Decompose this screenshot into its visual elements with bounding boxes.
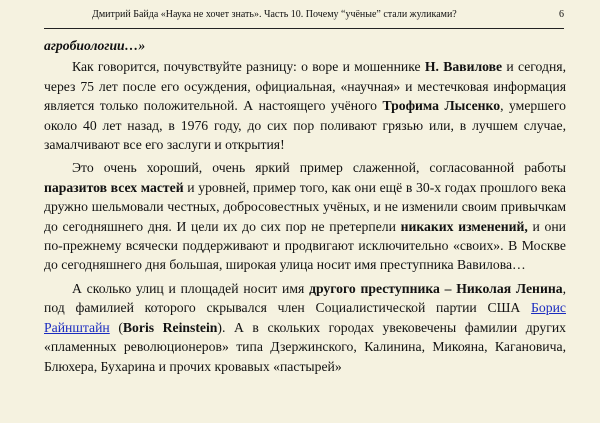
paragraph-3-text-4: ). А в скольких городах увековечены фамилии других «пламенных революционеров» типа Дзержинского, Калинина, Микояна, Кагановича, Блюхера, Бухарина и прочих кровавых «пастырей»	[44, 319, 566, 374]
paragraph-1-text-1: Как говорится, почувствуйте разницу: о воре и мошеннике	[72, 59, 425, 75]
paragraph-2-text-3: и они по-прежнему всячески поддерживают и продвигают исключительно «своих». В Москве до сегодняшнего дня большая, широкая улица носит имя преступника Вавилова…	[44, 218, 566, 273]
paragraph-3-text-1: А сколько улиц и площадей носит имя	[72, 280, 310, 296]
quote-ending: агробиологии…»	[44, 38, 146, 53]
name-lysenko: Трофима Лысенко	[382, 98, 501, 114]
link-boris-reinstein[interactable]: Борис Райнштайн	[44, 300, 566, 335]
emphasis-no-changes: никаких изменений,	[400, 218, 528, 234]
paragraph-1-text-2: и сегодня, через 75 лет после его осуждения, официальная, «научная» и местечковая информация является только положительной. А настоящего учёного	[44, 59, 567, 114]
name-boris-reinstein-latin: Boris Reinstein	[122, 319, 218, 335]
paragraph-3-text-2: , под фамилией которого скрывался член Социалистической партии США	[44, 280, 566, 316]
page-number: 6	[559, 9, 564, 20]
paragraph-3-text-3: (	[109, 319, 123, 335]
paragraph-1	[44, 57, 566, 154]
paragraph-continuation	[44, 36, 566, 55]
page-header	[44, 6, 564, 29]
paragraph-3	[44, 279, 566, 376]
document-body	[44, 36, 566, 380]
paragraph-2-text-2: и уровней, пример того, как они ещё в 30-х годах прошлого века дружно шельмовали честных, добросовестных учёных, и не изменили своим привычкам до сегодняшнего дня. И цели их до сих пор не претерпели	[44, 179, 566, 234]
emphasis-lenin: другого преступника – Николая Ленина	[309, 280, 563, 296]
header-title: Дмитрий Байда «Наука не хочет знать». Часть 10. Почему “учёные” стали жуликами?	[92, 9, 457, 20]
name-vavilov: Н. Вавилове	[424, 59, 503, 75]
paragraph-2	[44, 158, 566, 274]
paragraph-2-text-1: Это очень хороший, очень яркий пример слаженной, согласованной работы	[72, 160, 566, 176]
emphasis-parasites: паразитов всех мастей	[44, 179, 184, 195]
paragraph-1-text-3: , умершего около 40 лет назад, в 1976 году, до сих пор поливают грязью или, в лучшем случае, замалчивают все его заслуги и открытия!	[44, 98, 566, 153]
